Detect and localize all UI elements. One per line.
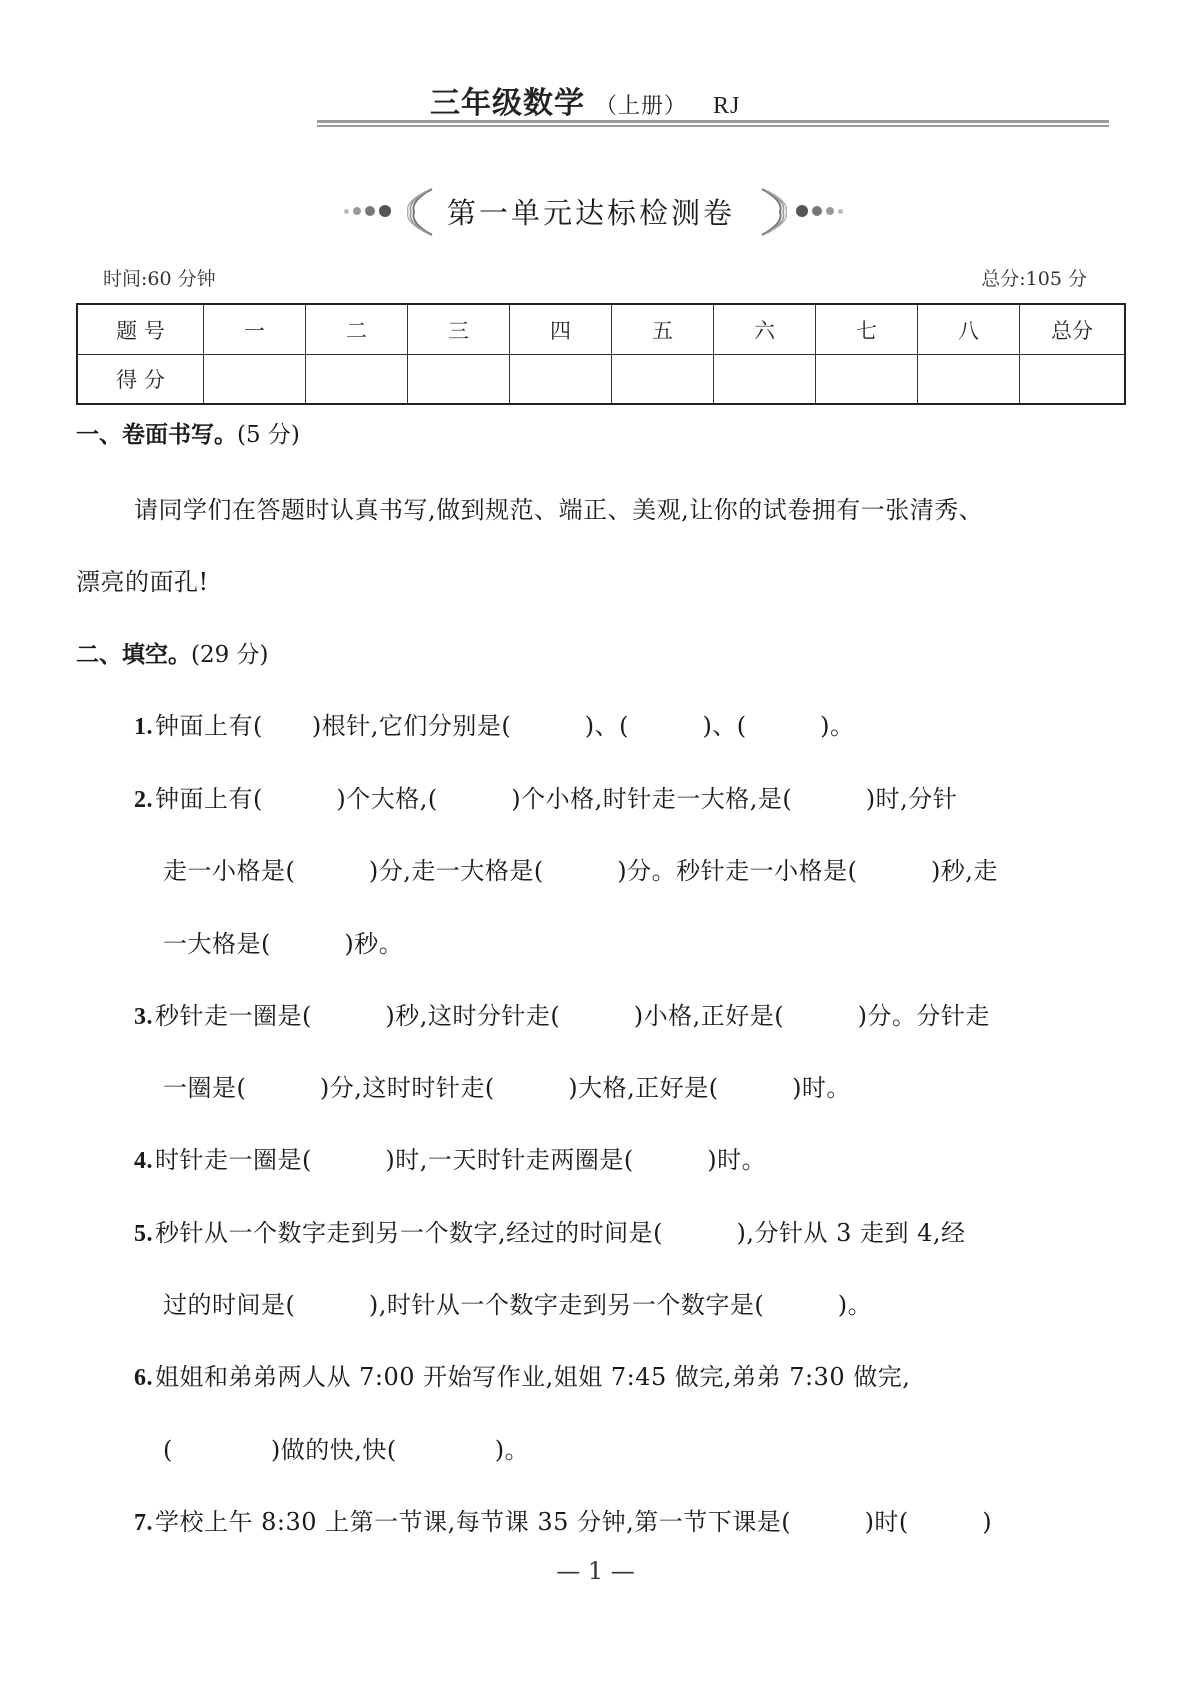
row-header-question-no: 题 号	[77, 304, 204, 355]
question-1-line-1[interactable]: 钟面上有( )根针,它们分别是( )、( )、( )。	[155, 712, 855, 740]
col-header-1: 一	[204, 304, 306, 355]
question-4	[134, 1140, 766, 1175]
running-header	[430, 78, 740, 122]
volume-label: （上册）	[595, 94, 688, 119]
question-3	[134, 996, 990, 1031]
row-header-score: 得 分	[77, 355, 204, 405]
question-3-line-1[interactable]: 秒针走一圈是( )秒,这时分针走( )小格,正好是( )分。分针走	[155, 1002, 990, 1030]
score-table	[76, 303, 1126, 405]
col-header-8: 八	[918, 304, 1020, 355]
question-2-line-2[interactable]: 走一小格是( )分,走一大格是( )分。秒针走一小格是( )秒,走	[163, 857, 998, 885]
left-swoosh-bracket-icon	[402, 187, 436, 237]
score-cell-2[interactable]	[306, 355, 408, 405]
section-2-points: (29 分)	[191, 642, 269, 668]
question-1-number: 1.	[134, 714, 153, 740]
page-number: — 1 —	[556, 1557, 635, 1585]
question-2-number: 2.	[134, 787, 153, 813]
left-dots-ornament-icon	[344, 205, 391, 217]
right-dots-ornament-icon	[796, 205, 843, 217]
col-header-6: 六	[714, 304, 816, 355]
unit-title: 第一单元达标检测卷	[447, 196, 736, 230]
edition-label: RJ	[713, 93, 741, 119]
section-1-body-line-1: 请同学们在答题时认真书写,做到规范、端正、美观,让你的试卷拥有一张清秀、	[134, 496, 984, 524]
section-2-title: 二、填空。	[76, 642, 191, 668]
question-3-number: 3.	[134, 1004, 153, 1030]
col-header-5: 五	[612, 304, 714, 355]
col-header-total: 总分	[1020, 304, 1126, 355]
section-1-title: 一、卷面书写。	[76, 422, 237, 448]
question-6	[134, 1357, 910, 1392]
score-row	[77, 355, 1125, 405]
question-7-line-1[interactable]: 学校上午 8:30 上第一节课,每节课 35 分钟,第一节下课是( )时( )	[155, 1508, 993, 1536]
question-5	[134, 1213, 966, 1248]
question-number-row	[77, 304, 1125, 355]
question-6-number: 6.	[134, 1365, 153, 1391]
question-7	[134, 1502, 992, 1537]
score-cell-8[interactable]	[918, 355, 1020, 405]
col-header-2: 二	[306, 304, 408, 355]
question-6-line-1[interactable]: 姐姐和弟弟两人从 7:00 开始写作业,姐姐 7:45 做完,弟弟 7:30 做完,	[155, 1363, 911, 1391]
score-cell-total[interactable]	[1020, 355, 1126, 405]
question-5-number: 5.	[134, 1221, 153, 1247]
score-cell-7[interactable]	[816, 355, 918, 405]
question-6-line-2[interactable]: ( )做的快,快( )。	[163, 1436, 530, 1464]
score-cell-4[interactable]	[510, 355, 612, 405]
col-header-7: 七	[816, 304, 918, 355]
section-1-heading	[76, 416, 300, 449]
question-3-line-2[interactable]: 一圈是( )分,这时时针走( )大格,正好是( )时。	[163, 1074, 851, 1102]
score-cell-6[interactable]	[714, 355, 816, 405]
question-7-number: 7.	[134, 1510, 153, 1536]
question-2-line-3[interactable]: 一大格是( )秒。	[163, 930, 404, 958]
question-4-number: 4.	[134, 1148, 153, 1174]
time-limit: 时间:60 分钟	[103, 268, 216, 290]
section-1-body-line-2: 漂亮的面孔!	[76, 568, 209, 596]
col-header-3: 三	[408, 304, 510, 355]
question-1	[134, 706, 855, 741]
section-1-points: (5 分)	[237, 422, 300, 448]
section-2-heading	[76, 636, 269, 669]
question-5-line-2[interactable]: 过的时间是( ),时针从一个数字走到另一个数字是( )。	[163, 1291, 873, 1319]
question-2-line-1[interactable]: 钟面上有( )个大格,( )个小格,时针走一大格,是( )时,分针	[155, 785, 958, 813]
unit-title-banner	[340, 183, 860, 239]
score-cell-3[interactable]	[408, 355, 510, 405]
question-2	[134, 779, 957, 814]
score-cell-1[interactable]	[204, 355, 306, 405]
score-cell-5[interactable]	[612, 355, 714, 405]
subject-title: 三年级数学	[430, 86, 585, 121]
header-double-rule	[317, 120, 1109, 127]
total-score: 总分:105 分	[981, 268, 1087, 290]
right-swoosh-bracket-icon	[758, 187, 792, 237]
question-4-line-1[interactable]: 时针走一圈是( )时,一天时针走两圈是( )时。	[155, 1146, 767, 1174]
question-5-line-1[interactable]: 秒针从一个数字走到另一个数字,经过的时间是( ),分针从 3 走到 4,经	[155, 1219, 966, 1247]
col-header-4: 四	[510, 304, 612, 355]
